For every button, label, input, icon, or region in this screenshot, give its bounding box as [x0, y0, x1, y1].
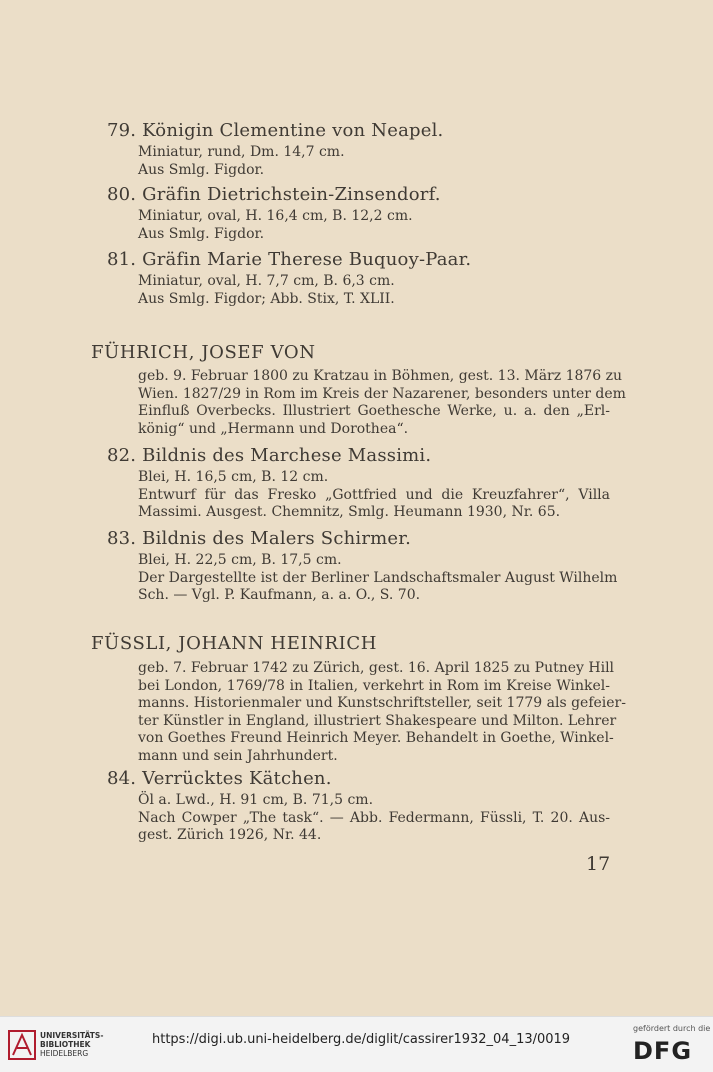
entry-detail-line: gest. Zürich 1926, Nr. 44. — [138, 827, 322, 843]
entry-detail-line: Entwurf für das Fresko „Gottfried und die Kreuzfahrer“, Villa — [138, 486, 610, 503]
catalog-entry-81 — [107, 249, 617, 308]
entry-title: 82. Bildnis des Marchese Massimi. — [107, 445, 432, 466]
university-library-logo-icon — [8, 1030, 36, 1060]
catalog-entry-82 — [107, 445, 617, 522]
bio-line: von Goethes Freund Heinrich Meyer. Behandelt in Goethe, Winkel- — [138, 730, 614, 746]
entry-title: 83. Bildnis des Malers Schirmer. — [107, 528, 412, 549]
entry-detail-line: Aus Smlg. Figdor; Abb. Stix, T. XLII. — [138, 290, 395, 307]
entry-detail-line: Aus Smlg. Figdor. — [138, 161, 265, 178]
bio-line: bei London, 1769/78 in Italien, verkehrt in Rom im Kreise Winkel- — [138, 677, 610, 694]
artist-heading: FÜSSLI, JOHANN HEINRICH — [91, 633, 378, 654]
entry-detail-line: Blei, H. 16,5 cm, B. 12 cm. — [138, 469, 329, 485]
entry-detail-line: Der Dargestellte ist der Berliner Landschaftsmaler August Wilhelm — [138, 569, 618, 586]
page-number: 17 — [586, 853, 611, 875]
dfg-logo: DFG — [633, 1037, 693, 1065]
catalog-entry-80 — [107, 184, 617, 243]
entry-title: 84. Verrücktes Kätchen. — [107, 768, 332, 789]
entry-detail-line: Aus Smlg. Figdor. — [138, 225, 265, 242]
artist-heading: FÜHRICH, JOSEF VON — [91, 342, 316, 363]
bio-line: ter Künstler in England, illustriert Shakespeare und Milton. Lehrer — [138, 712, 617, 729]
entry-detail-line: Miniatur, oval, H. 7,7 cm, B. 6,3 cm. — [138, 273, 395, 289]
permalink-url[interactable]: https://digi.ub.uni-heidelberg.de/diglit/cassirer1932_04_13/0019 — [152, 1032, 571, 1047]
catalog-entry-79 — [107, 120, 617, 179]
entry-detail-line: Blei, H. 22,5 cm, B. 17,5 cm. — [138, 552, 342, 568]
library-name-line: BIBLIOTHEK — [40, 1040, 91, 1049]
catalog-entry-83 — [107, 528, 617, 605]
entry-detail-line: Nach Cowper „The task“. — Abb. Federmann, Füssli, T. 20. Aus- — [138, 809, 610, 826]
bio-line: Wien. 1827/29 in Rom im Kreis der Nazarener, besonders unter dem — [138, 385, 626, 402]
viewer-footer — [0, 1016, 713, 1072]
bio-line: könig“ und „Hermann und Dorothea“. — [138, 420, 409, 437]
library-name — [40, 1031, 103, 1058]
entry-detail-line: Sch. — Vgl. P. Kaufmann, a. a. O., S. 70. — [138, 587, 421, 603]
entry-detail-line: Miniatur, rund, Dm. 14,7 cm. — [138, 144, 345, 160]
library-name-line: HEIDELBERG — [40, 1049, 89, 1058]
artist-bio — [138, 368, 626, 438]
bio-line: Einfluß Overbecks. Illustriert Goethesche Werke, u. a. den „Erl- — [138, 403, 610, 419]
library-name-line: UNIVERSITÄTS- — [40, 1031, 104, 1040]
entry-title: 79. Königin Clementine von Neapel. — [107, 120, 444, 141]
catalog-entry-84 — [107, 768, 617, 845]
bio-line: mann und sein Jahrhundert. — [138, 747, 338, 764]
entry-detail-line: Miniatur, oval, H. 16,4 cm, B. 12,2 cm. — [138, 208, 413, 224]
entry-detail-line: Öl a. Lwd., H. 91 cm, B. 71,5 cm. — [138, 792, 374, 808]
entry-detail-line: Massimi. Ausgest. Chemnitz, Smlg. Heumann 1930, Nr. 65. — [138, 504, 561, 520]
funding-label: gefördert durch die — [633, 1024, 711, 1033]
bio-line: geb. 9. Februar 1800 zu Kratzau in Böhmen, gest. 13. März 1876 zu — [138, 368, 623, 384]
entry-title: 81. Gräfin Marie Therese Buquoy-Paar. — [107, 249, 472, 270]
bio-line: geb. 7. Februar 1742 zu Zürich, gest. 16. April 1825 zu Putney Hill — [138, 660, 615, 676]
artist-bio — [138, 660, 626, 765]
bio-line: manns. Historienmaler und Kunstschriftsteller, seit 1779 als gefeier- — [138, 695, 626, 711]
entry-title: 80. Gräfin Dietrichstein-Zinsendorf. — [107, 184, 441, 205]
